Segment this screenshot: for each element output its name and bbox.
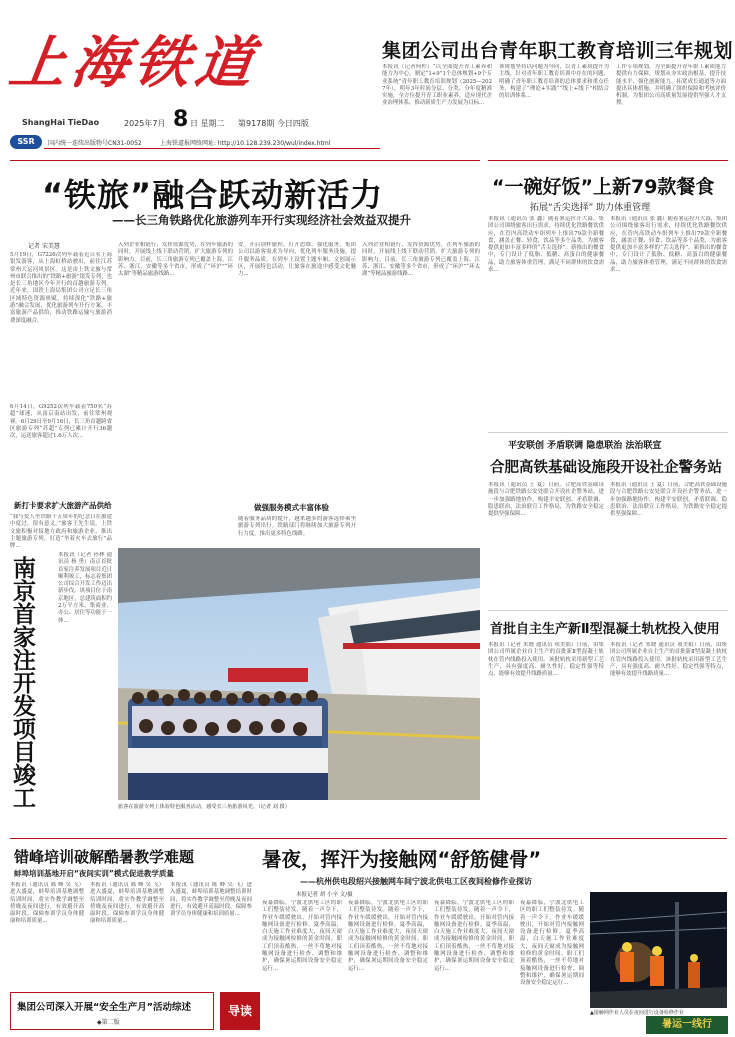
issue-number: 第9178期 今日四版 <box>238 119 309 128</box>
lead-subhead-2: 做强服务模式丰富体验 <box>254 503 329 512</box>
right-story-title: “一碗好饭”上新79款餐食 <box>492 176 715 198</box>
lead-story-byline: 记者 宋美慧 <box>28 243 60 250</box>
column-badge-label: 暑运一线行 <box>662 1019 712 1030</box>
lead-col2: 6月14日，G9252次列车载着750名“苏超”球迷，从南京南站出发，前往常州观赛。6月29日至9月16日，长三角首趟跨省区旅游专列“苏超”专列已累计开行36趟次，运送旅客超过1.6万人次... <box>10 404 112 440</box>
logo-text: 上海铁道 <box>5 30 263 96</box>
bottom-bar <box>10 992 260 1032</box>
equipment-title: 首批自主生产新Ⅱ型混凝土轨枕投入使用 <box>490 622 720 637</box>
training-col3: 本报讯（通讯员 陈 峰 吴 飞）进入盛夏，蚌埠培训基地调整培训时间，将实作教学调整至傍晚及夜间进行，有效避开高温时段，保障参训学员身体健康和培训质量... <box>170 882 252 918</box>
summer-col4: 夜幕降临，宁波北供电工区的职工们整装待发。随着一声令下，作业车缓缓驶出，开始对管内接触网设备进行检修。夏季高温，白天施工作业难度大，夜间天窗成为接触网检修的黄金时间。职工们顶着酷热，一丝不苟地对接触网设备进行检查、调整和维护，确保暑运期间设备安全稳定运行... <box>520 900 584 987</box>
bottom-left-note: ◆第二版 <box>97 1019 120 1026</box>
column-badge <box>646 1016 728 1034</box>
lead-story-subtitle: ——长三角铁路优化旅游列车开行实现经济社会效益双提升 <box>112 213 411 227</box>
top-headline: 集团公司出台青年职工教育培训三年规划 <box>382 40 734 62</box>
equipment-col2: 本报讯（记者 朱晓 通讯员 项美娟）日前，由集团公司所属企业自主生产的首批新Ⅱ型混凝土轨枕在管内线路投入使用。该批轨枕采用新型工艺生产，具有强度高、耐久性好、稳定性强等特点，能够有效提升线路质量... <box>610 642 727 678</box>
bottom-left-title: 集团公司深入开展“安全生产月”活动综述 <box>17 1002 191 1013</box>
website-url: 上海铁道报网络网址: http://10.128.239.230/wul/index.html <box>160 140 331 147</box>
right-story-subtitle: 拓展“舌尖选择” 助力体重管理 <box>530 203 651 213</box>
logo <box>5 30 270 105</box>
summer-byline: 本报记者 胡 小辛 文/摄 <box>296 892 353 898</box>
top-article-col3: 工作专项规划，为全面提升青年职工素质能力提供有力保障。规划从夯实政治根基、提升技能水平、强化创新能力、拓宽成长通道等方面提出具体措施，并明确了组织保障和考核评价机制，为集团公司高质量发展提供坚强人才支撑。 <box>616 64 726 107</box>
date-year-month: 2025年7月 <box>124 119 166 128</box>
logo-pinyin: ShangHai TieDao <box>22 118 100 127</box>
lead-col3: “我与爱人坐铁路十五周年的纪念日在旅途中度过，很有意义。”旅客王先生说。上铁文旅积极对接地方政府和旅游企业，推出主题旅游专列，打造“坐着火车去旅行”品牌... <box>10 514 112 550</box>
lead-col5: 安。开启别样旅程。打开思维，强化服务。集团公司以游客需求为导向，优化列车服务设施，提升服务品质，在列车上设置主题车厢、文创展示区，开展特色活动，让旅客在旅途中感受文化魅力... <box>238 242 356 278</box>
lead-col4: 入列企业相链行，发挥资源优势，在列车旅游的同时，开展线上线下联动营销，扩大旅游专列的影响力。目前，长三角旅游专列已覆盖上海、江苏、浙江、安徽等多个省市，形成了“环沪”“环太湖”等精品旅游线路... <box>118 242 233 278</box>
bottom-left-box[interactable] <box>10 992 214 1030</box>
right-story-col1: 本报讯（通讯员 张 鑫）随着暑运拉开大幕，集团公司围绕旅客出行需求，持续优化铁路餐饮供应，在管内高铁动车组列车上推出79款全新餐食，涵盖正餐、轻食、饮品等多个品类，为旅客提供更加丰富多样的“舌尖选择”。新推出的餐食中，专门设计了低脂、低糖、高蛋白的健康餐品，助力旅客体重管理，满足不同群体的饮食需求... <box>488 216 604 274</box>
date-weekday: 日 星期二 <box>190 119 225 128</box>
summer-col3: 夜幕降临，宁波北供电工区的职工们整装待发。随着一声令下，作业车缓缓驶出，开始对管内接触网设备进行检修。夏季高温，白天施工作业难度大，夜间天窗成为接触网检修的黄金时间。职工们顶着酷热，一丝不苟地对接触网设备进行检查、调整和维护，确保暑运期间设备安全稳定运行... <box>434 900 514 972</box>
lead-col7: 入列企业相链行，发挥资源优势，在列车旅游的同时，开展线上线下联动营销，扩大旅游专列的影响力。目前，长三角旅游专列已覆盖上海、江苏、浙江、安徽等多个省市，形成了“环沪”“环太湖”等精品旅游线路... <box>362 242 480 278</box>
summer-col1: 夜幕降临，宁波北供电工区的职工们整装待发。随着一声令下，作业车缓缓驶出，开始对管内接触网设备进行检修。夏季高温，白天施工作业难度大，夜间天窗成为接触网检修的黄金时间。职工们顶着酷热，一丝不苟地对接触网设备进行检查、调整和维护，确保暑运期间设备安全稳定运行... <box>262 900 342 972</box>
safety-kicker: 平安联创 矛盾联调 隐患联治 法治联宣 <box>508 441 662 451</box>
right-divider-1 <box>488 432 728 433</box>
safety-col1: 本报讯（通讯员 王 夏）日前，合肥高铁基础设施段与合肥铁路公安处联合开设社企警务站，进一步加强路地协作，构建平安联创、矛盾联调、隐患联治、法治联宣工作格局，为铁路安全稳定提供坚强保障... <box>488 482 604 518</box>
main-photo <box>118 548 480 800</box>
summer-subtitle: ——杭州供电段绍兴接触网车间宁波北供电工区夜间检修作业探访 <box>300 877 532 886</box>
ssr-logo: SSR <box>10 135 42 149</box>
masthead-rule <box>44 148 380 149</box>
summer-title: 暑夜，挥汗为接触网“舒筋健骨” <box>262 848 542 871</box>
top-article-col1: 本报讯（记者何杉）“以全面提升青工素养和能力为中心，制定“1+9”1个总体规划+9个专业系统”青年职工教育培训规划（2025—2027年），明年3年时间分层、分类、分年度精准实施，全方位提升青工职业素养，适应现代企业治理体系、推动新质生产力发展为目标... <box>382 64 492 107</box>
training-title: 错峰培训破解酷暑教学难题 <box>14 848 195 866</box>
safety-col2: 本报讯（通讯员 王 夏）日前，合肥高铁基础设施段与合肥铁路公安处联合开设社企警务站，进一步加强路地协作，构建平安联创、矛盾联调、隐患联治、法治联宣工作格局，为铁路安全稳定提供坚强保障... <box>610 482 727 518</box>
training-col1: 本报讯（通讯员 陈 峰 吴 飞）进入盛夏，蚌埠培训基地调整培训时间，将实作教学调整至傍晚及夜间进行，有效避开高温时段，保障参训学员身体健康和培训质量... <box>10 882 84 925</box>
right-top-rule <box>488 160 728 161</box>
guide-badge[interactable] <box>220 992 260 1030</box>
right-divider-2 <box>488 610 728 611</box>
top-article-col2: 该规划坚持以问题为导向，以青工素质提升为主线，针对青年职工教育培训中存在的问题，明确了青年职工教育培训的总体要求和重点任务，构建了“理论+实践““线上+线下”相结合的培训体系... <box>499 64 609 100</box>
lower-rule <box>10 838 727 839</box>
summer-col2: 夜幕降临，宁波北供电工区的职工们整装待发。随着一声令下，作业车缓缓驶出，开始对管内接触网设备进行检修。夏季高温，白天施工作业难度大，夜间天窗成为接触网检修的黄金时间。职工们顶着酷热，一丝不苟地对接触网设备进行检查、调整和维护，确保暑运期间设备安全稳定运行... <box>348 900 428 972</box>
catenary-maintenance-photo <box>590 892 727 1008</box>
training-subtitle: 蚌埠培训基地开启“夜间实训”模式促进教学质量 <box>14 869 174 878</box>
night-photo-caption: ▲接触网作业人员在夜间进行设备检修作业 <box>590 1010 684 1016</box>
nanjing-story-title: 南京首家注开发项目竣工 <box>9 556 35 809</box>
equipment-col1: 本报讯（记者 朱晓 通讯员 项美娟）日前，由集团公司所属企业自主生产的首批新Ⅱ型混凝土轨枕在管内线路投入使用。该批轨枕采用新型工艺生产，具有强度高、耐久性好、稳定性强等特点，能够有效提升线路质量... <box>488 642 604 678</box>
date-day: 8 <box>173 107 189 132</box>
lead-story-title: “铁旅”融合跃动新活力 <box>42 176 384 214</box>
nanjing-story-body: 本报讯（记者 孙林 通讯员 杨 勇）南京首批首家注养发展项目近日顺利竣工，标志着集团公司综合开发工作迈出新步伐。该项目位于南京地区，总建筑面积约2万平方米，集商业、办公、居住等功能于一体... <box>58 552 112 624</box>
lead-col6: 随着服务品质的提升，越来越多的游客选择乘坐旅游专列出行。铁路部门将继续加大旅游专列开行力度，推出更多特色线路。 <box>238 516 356 537</box>
lead-top-rule <box>10 160 480 161</box>
training-col2: 本报讯（通讯员 陈 峰 吴 飞）进入盛夏，蚌埠培训基地调整培训时间，将实作教学调整至傍晚及夜间进行，有效避开高温时段，保障参训学员身体健康和培训质量... <box>90 882 164 925</box>
lead-col1: 5月19日，G7226次列车载着近百名上海银发游客，从上海虹桥站驶出，前往江苏常州大运河风景区。这是由上铁文旅与常州市联合推出的“铁路+旅游”银发专列，也是长三角地区今年开行的首趟旅游专列。近年来，国铁上海局集团公司立足长三角区域特色资源禀赋，持续深化“铁路+旅游”融合发展，优化旅游列车开行方案，丰富旅游产品供给，推动铁路运输与旅游消费深度融合。 <box>10 252 112 324</box>
train-platform-photo <box>118 548 480 800</box>
masthead <box>0 0 735 150</box>
lead-subhead-1: 新打卡要求扩大旅游产品供给 <box>14 501 112 510</box>
guide-label: 导读 <box>227 1004 252 1018</box>
main-photo-caption: 旅客在旅游专列上体验特色服务活动，感受长三角旅游风光。（记者 刘 摄） <box>118 804 290 810</box>
right-story-col2: 本报讯（通讯员 张 鑫）随着暑运拉开大幕，集团公司围绕旅客出行需求，持续优化铁路餐饮供应，在管内高铁动车组列车上推出79款全新餐食，涵盖正餐、轻食、饮品等多个品类，为旅客提供更加丰富多样的“舌尖选择”。新推出的餐食中，专门设计了低脂、低糖、高蛋白的健康餐品，助力旅客体重管理，满足不同群体的饮食需求... <box>610 216 727 274</box>
publication-number: 国内统一连续出版物号CN31-0052 <box>48 140 142 147</box>
safety-title: 合肥高铁基础设施段开设社企警务站 <box>490 460 722 476</box>
top-article-body <box>382 64 727 148</box>
night-photo <box>590 892 727 1008</box>
